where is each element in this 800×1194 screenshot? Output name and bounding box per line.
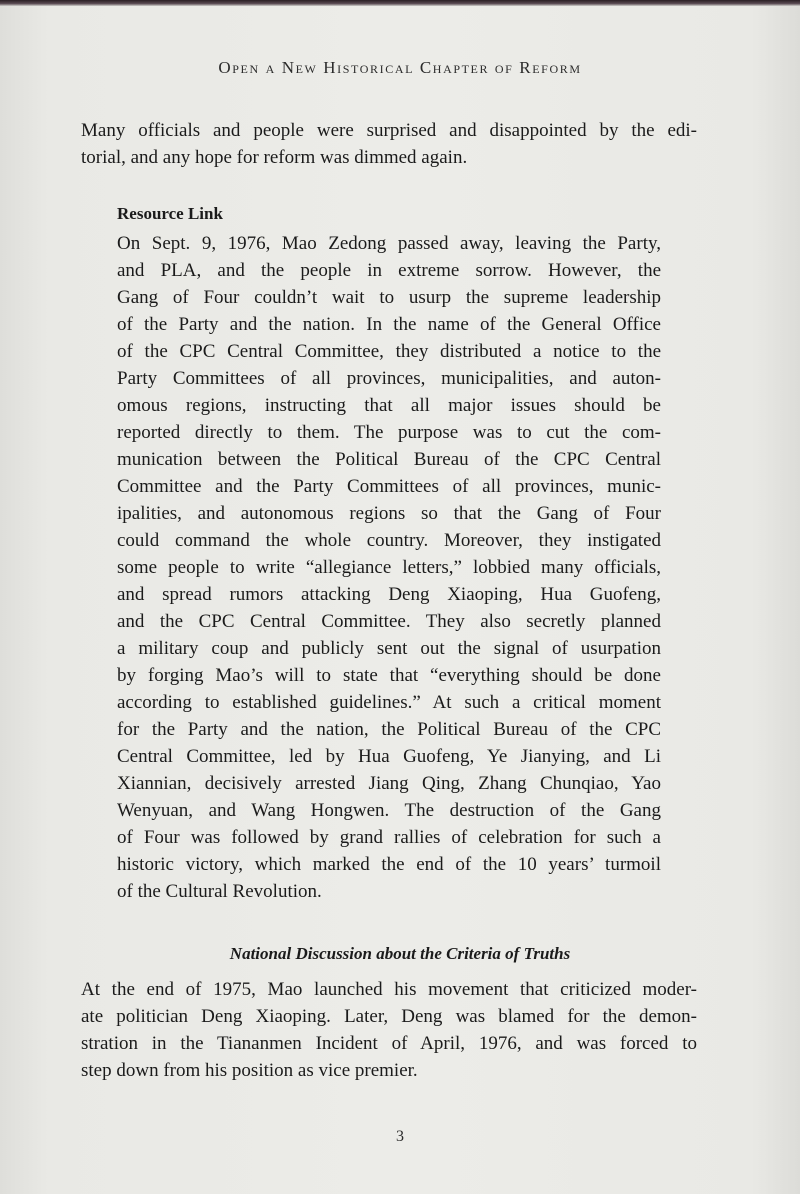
resource-line: of Four was followed by grand rallies of celebration for such a [117,827,661,848]
intro-line: Many officials and people were surprised and disappointed by the edi- [81,120,697,141]
discussion-line: At the end of 1975, Mao launched his movement that criticized moder- [81,979,697,1000]
resource-line: reported directly to them. The purpose was to cut the com- [117,422,661,443]
section-heading: National Discussion about the Criteria of Truths [229,944,571,963]
resource-line: Xiannian, decisively arrested Jiang Qing, Zhang Chunqiao, Yao [117,773,661,794]
resource-line: of the Cultural Revolution. [117,881,322,902]
resource-link-paragraph [117,230,661,905]
resource-line: Party Committees of all provinces, municipalities, and auton- [117,368,661,389]
resource-line: On Sept. 9, 1976, Mao Zedong passed away, leaving the Party, [117,233,661,254]
discussion-line: step down from his position as vice premier. [81,1060,418,1081]
resource-link-heading: Resource Link [117,204,223,223]
page-top-edge [0,0,800,6]
resource-line: some people to write “allegiance letters,” lobbied many officials, [117,557,661,578]
resource-line: historic victory, which marked the end of the 10 years’ turmoil [117,854,661,875]
running-head: Open a New Historical Chapter of Reform [218,58,582,77]
resource-line: could command the whole country. Moreover, they instigated [117,530,661,551]
resource-line: and spread rumors attacking Deng Xiaoping, Hua Guofeng, [117,584,661,605]
resource-line: ipalities, and autonomous regions so that the Gang of Four [117,503,661,524]
resource-line: of the Party and the nation. In the name of the General Office [117,314,661,335]
page-number: 3 [396,1128,404,1145]
resource-line: Committee and the Party Committees of all provinces, munic- [117,476,661,497]
resource-line: a military coup and publicly sent out the signal of usurpation [117,638,661,659]
resource-line: according to established guidelines.” At such a critical moment [117,692,661,713]
resource-line: by forging Mao’s will to state that “everything should be done [117,665,661,686]
resource-line: Gang of Four couldn’t wait to usurp the supreme leadership [117,287,661,308]
resource-line: for the Party and the nation, the Political Bureau of the CPC [117,719,661,740]
resource-line: Central Committee, led by Hua Guofeng, Ye Jianying, and Li [117,746,661,767]
resource-line: of the CPC Central Committee, they distributed a notice to the [117,341,661,362]
resource-line: Wenyuan, and Wang Hongwen. The destruction of the Gang [117,800,661,821]
resource-line: munication between the Political Bureau of the CPC Central [117,449,661,470]
intro-paragraph [81,117,697,171]
resource-line: omous regions, instructing that all major issues should be [117,395,661,416]
resource-line: and PLA, and the people in extreme sorrow. However, the [117,260,661,281]
resource-line: and the CPC Central Committee. They also secretly planned [117,611,661,632]
discussion-line: ate politician Deng Xiaoping. Later, Deng was blamed for the demon- [81,1006,697,1027]
discussion-paragraph [81,976,697,1084]
intro-line: torial, and any hope for reform was dimmed again. [81,147,468,168]
discussion-line: stration in the Tiananmen Incident of April, 1976, and was forced to [81,1033,697,1054]
